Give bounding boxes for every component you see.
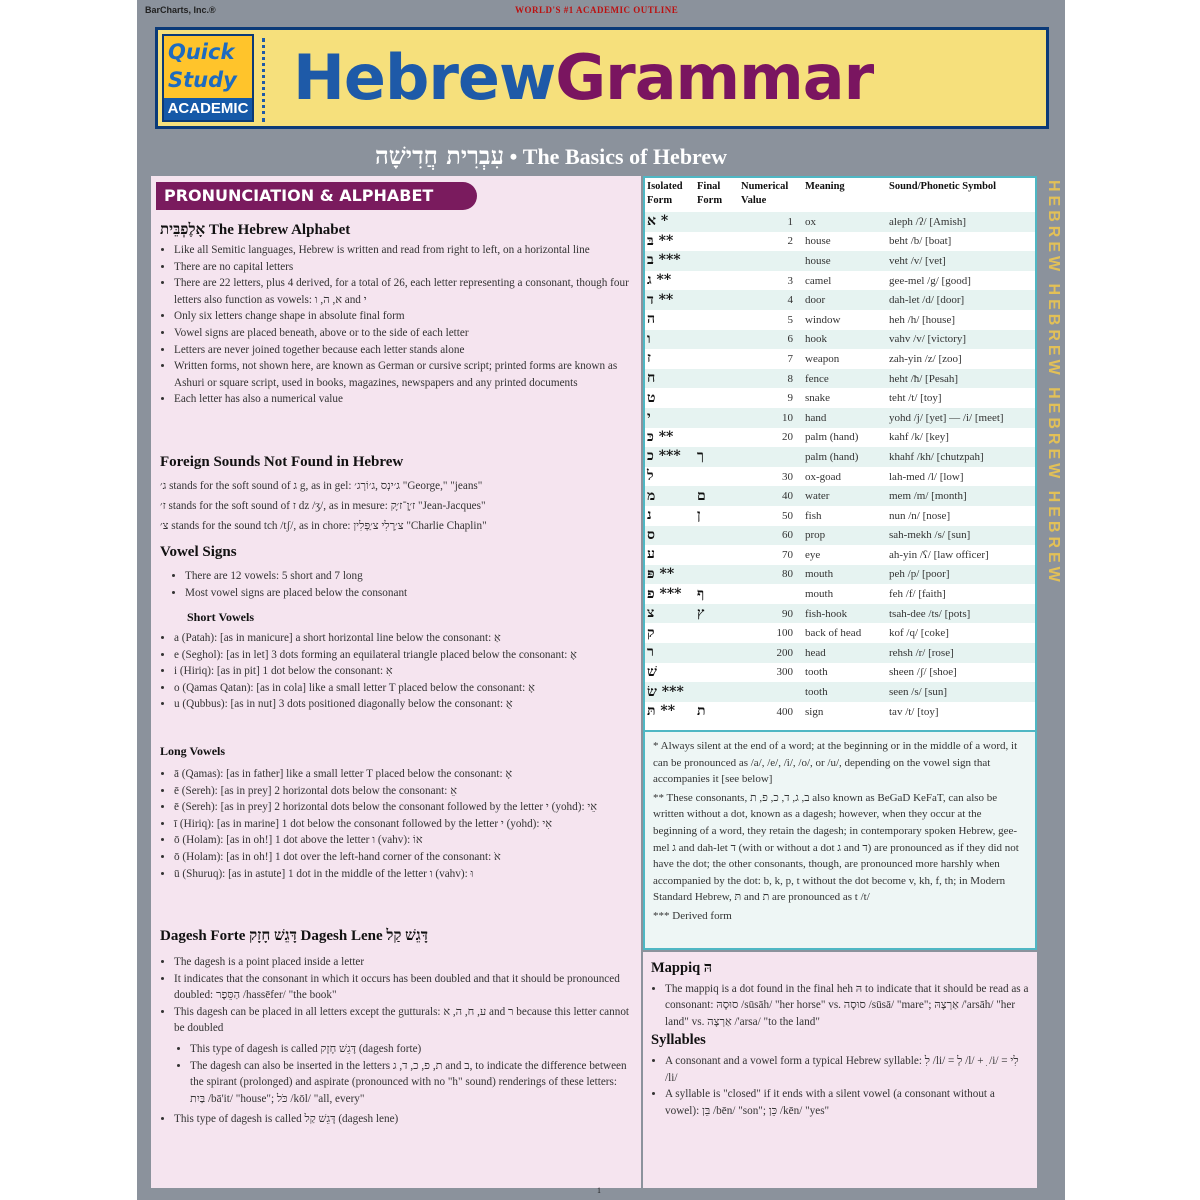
page-title: HebrewGrammar — [293, 41, 874, 114]
table-row: ד ** 4 door dah-let /d/ [door] — [645, 290, 1035, 310]
reference-sheet — [137, 0, 1065, 1200]
long-vowels-list: • ā (Qamas): [as in father] like a small letter T placed below the consonant: אָ • ē (Sereh): [as in prey] 2 horizontal dots below the consonant: אֵ • ē (Sereh): [as in prey] 2 horizontal dots below the consonant followed by the letter י (yohd): אֵי • ī (Hiriq): [as in marine] 1 dot below the consonant followed by the letter י (yohd): אִי • ō (Holam): [as in oh!] 1 dot above the letter ו (vahv): אוֹ • ō (Holam): [as in oh!] 1 dot over the left-hand corner of the consonant: אֹ • ū (Shuruq): [as in astute] 1 dot in the middle of the letter ו (vahv): וּ — [160, 766, 630, 882]
mappiq-syllables-panel: Mappiq הּ • The mappiq is a dot found in the final heh הּ to indicate that it should be read as a consonant: סוּסָהּ /sūsāh/ "her horse" vs. סוּסָה /sūsā/ "mare"; אַרְצָהּ /'arsāh/ "her land" vs. אַרְצָה /'arsa/ "to the land" Syllables • A consonant and a vowel form a typical Hebrew syllable: לִ /li/ = לְ /l/ + ִ /i/ = לִי /li/ • A syllable is "closed" if it ends with a silent vowel (a consonant without a vowel): בֵּן /bēn/ "son"; כֵּן /kēn/ "yes" — [643, 952, 1037, 1188]
subtitle: עִבְרִית חֲדִישָׁה • The Basics of Hebrew — [375, 141, 728, 170]
syllables-heading: Syllables — [651, 1032, 706, 1049]
table-body — [645, 212, 1035, 721]
table-row: מ ם 40 water mem /m/ [month] — [645, 486, 1035, 506]
table-row: ב *** house veht /v/ [vet] — [645, 251, 1035, 271]
table-row: ל 30 ox-goad lah-med /l/ [low] — [645, 467, 1035, 487]
vowel-bullets: • There are 12 vowels: 5 short and 7 long • Most vowel signs are placed below the consonant — [171, 568, 629, 601]
table-row: ט 9 snake teht /t/ [toy] — [645, 388, 1035, 408]
table-row: ו 6 hook vahv /v/ [victory] — [645, 330, 1035, 350]
alphabet-table — [645, 178, 1035, 721]
table-notes: * Always silent at the end of a word; at the beginning or in the middle of a word, it can be pronounced as /a/, /e/, /i/, /o/, or /u/, depending on the vowel sign that accompanies it [see below] ** These consonants, ב, ג, ד, כ, פ, ת also known as BeGaD KeFaT, can also be written without a dot, known as a dagesh; however, when they occur at the beginning of a word, they retain the dagesh; in contemporary spoken Hebrew, gee-mel ג and dah-let ד (with or without a dot ג and ד) are pronounced as if they did not have the dot; the other consonants, though, are pronounced more harshly when accompanied by the dot: b, k, p, t without the dot become v, kh, f, th; in Modern Standard Hebrew, תּ and ת are pronounced as t /t/ *** Derived form — [643, 732, 1037, 950]
table-row: כּ ** 20 palm (hand) kahf /k/ [key] — [645, 428, 1035, 448]
table-row: ק 100 back of head kof /q/ [coke] — [645, 623, 1035, 643]
foreign-sounds-heading: Foreign Sounds Not Found in Hebrew — [160, 454, 404, 470]
alphabet-table-box — [643, 176, 1037, 732]
publisher: BarCharts, Inc.® — [145, 5, 216, 15]
alphabet-bullets: • Like all Semitic languages, Hebrew is written and read from right to left, on a horizontal line • There are no capital letters • There are 22 letters, plus 4 derived, for a total of 26, each letter representing a consonant, though four letters also function as vowels: א, ה, ו and י • Only six letters change shape in absolute final form • Vowel signs are placed beneath, above or to the side of each letter • Letters are never joined together because each letter stands alone • Written forms, not shown here, are known as German or cursive script; printed forms are known as Ashuri or square script, used in books, magazines, newspapers and any printed documents • Each letter has also a numerical value — [160, 242, 630, 408]
series-label: WORLD'S #1 ACADEMIC OUTLINE — [515, 5, 679, 15]
table-row: כ *** ך palm (hand) khahf /kh/ [chutzpah] — [645, 447, 1035, 467]
mappiq-heading: Mappiq הּ — [651, 960, 713, 976]
table-header-row: Isolated Form Final Form Numerical Value Meaning Sound/Phonetic Symbol — [647, 181, 997, 206]
table-row: נ ן 50 fish nun /n/ [nose] — [645, 506, 1035, 526]
section-title: PRONUNCIATION & ALPHABET — [156, 182, 477, 210]
table-row: תּ ** ת 400 sign tav /t/ [toy] — [645, 702, 1035, 722]
banner-decoration — [262, 38, 293, 122]
table-row: שׂ *** tooth seen /s/ [sun] — [645, 682, 1035, 702]
table-row: ס 60 prop sah-mekh /s/ [sun] — [645, 526, 1035, 546]
table-row: צ ץ 90 fish-hook tsah-dee /ts/ [pots] — [645, 604, 1035, 624]
vowel-signs-heading: Vowel Signs — [160, 544, 237, 560]
mappiq-text: • The mappiq is a dot found in the final heh הּ to indicate that it should be read as a consonant: סוּסָהּ /sūsāh/ "her horse" vs. סוּסָה /sūsā/ "mare"; אַרְצָהּ /'arsāh/ "her land" vs. אַרְצָה /'arsa/ "to the land" — [665, 981, 1029, 1031]
top-line — [145, 5, 1057, 17]
alphabet-panel — [643, 176, 1037, 1188]
long-vowels-heading: Long Vowels — [160, 744, 226, 758]
table-row: ז 7 weapon zah-yin /z/ [zoo] — [645, 349, 1035, 369]
table-row: א * 1 ox aleph /ʔ/ [Amish] — [645, 212, 1035, 232]
table-row: ה 5 window heh /h/ [house] — [645, 310, 1035, 330]
table-row: בּ ** 2 house beht /b/ [boat] — [645, 232, 1035, 252]
table-row: פ *** ף mouth feh /f/ [faith] — [645, 584, 1035, 604]
page-number: 1 — [597, 1186, 601, 1195]
short-vowels-list: • a (Patah): [as in manicure] a short horizontal line below the consonant: אַ • e (Seghol): [as in let] 3 dots forming an equilateral triangle placed below the consonant: אֶ • i (Hiriq): [as in pit] 1 dot below the consonant: אִ • o (Qamas Qatan): [as in cola] like a small letter T placed below the consonant: אָ • u (Qubbus): [as in nut] 3 dots positioned diagonally below the consonant: אֻ — [160, 630, 630, 713]
short-vowels-heading: Short Vowels — [187, 610, 255, 624]
table-row: ר 200 head rehsh /r/ [rose] — [645, 643, 1035, 663]
pronunciation-panel — [151, 176, 641, 1188]
side-watermark: HEBREW HEBREW HEBREW HEBREW — [1045, 180, 1062, 586]
table-row: ע 70 eye ah-yin /ʕ/ [law officer] — [645, 545, 1035, 565]
dagesh-bullets: • The dagesh is a point placed inside a letter • It indicates that the consonant in which it occurs has been doubled and that it should be pronounced doubled: הַסֵּפֶר /hassēfer/ "the book" • This dagesh can be placed in all letters except the gutturals: ע, ח, ה, א and ר because this letter cannot be doubled • This type of dagesh is called דָּגֵשׁ חָזָק (dagesh forte) • The dagesh can also be inserted in the letters ת, פ, כ, ד, ג and ב, to indicate the difference between the spirant (prolonged) and aspirate (pronounced with no "h" sound) renderings of these letters: בַּיִת /bā'it/ "house"; כֹּל /kōl/ "all, every" • This type of dagesh is called דָּגֵשׁ קַל (dagesh lene) — [160, 954, 630, 1128]
title-banner — [155, 27, 1049, 129]
table-row: ג ** 3 camel gee-mel /g/ [good] — [645, 271, 1035, 291]
quickstudy-logo: Quick Study ACADEMIC — [162, 34, 254, 122]
alphabet-heading: אָלֶפְבֵּית The Hebrew Alphabet — [160, 220, 351, 238]
table-row: שׁ 300 tooth sheen /ʃ/ [shoe] — [645, 663, 1035, 683]
table-row: י 10 hand yohd /j/ [yet] — /i/ [meet] — [645, 408, 1035, 428]
table-row: פּ ** 80 mouth peh /p/ [poor] — [645, 565, 1035, 585]
foreign-sounds-list: ג׳ stands for the soft sound of ג g, as in gel: ג׳ינְס ,ג׳וֹרְג׳ "George," "jeans" ז׳ stands for the soft sound of ז dz /ʒ/, as in mesure: ז׳ָן־ז׳ָק "Jean-Jacques" צ׳ stands for the sound tch /tʃ/, as in chore: צ׳ַרְלִי צ׳ַפְּלִין "Charlie Chaplin" — [160, 480, 487, 532]
dagesh-heading: Dagesh Forte דָּגֵשׁ חָזָק Dagesh Lene דָּגֵשׁ קַל — [160, 928, 428, 944]
table-row: ח 8 fence heht /ħ/ [Pesah] — [645, 369, 1035, 389]
